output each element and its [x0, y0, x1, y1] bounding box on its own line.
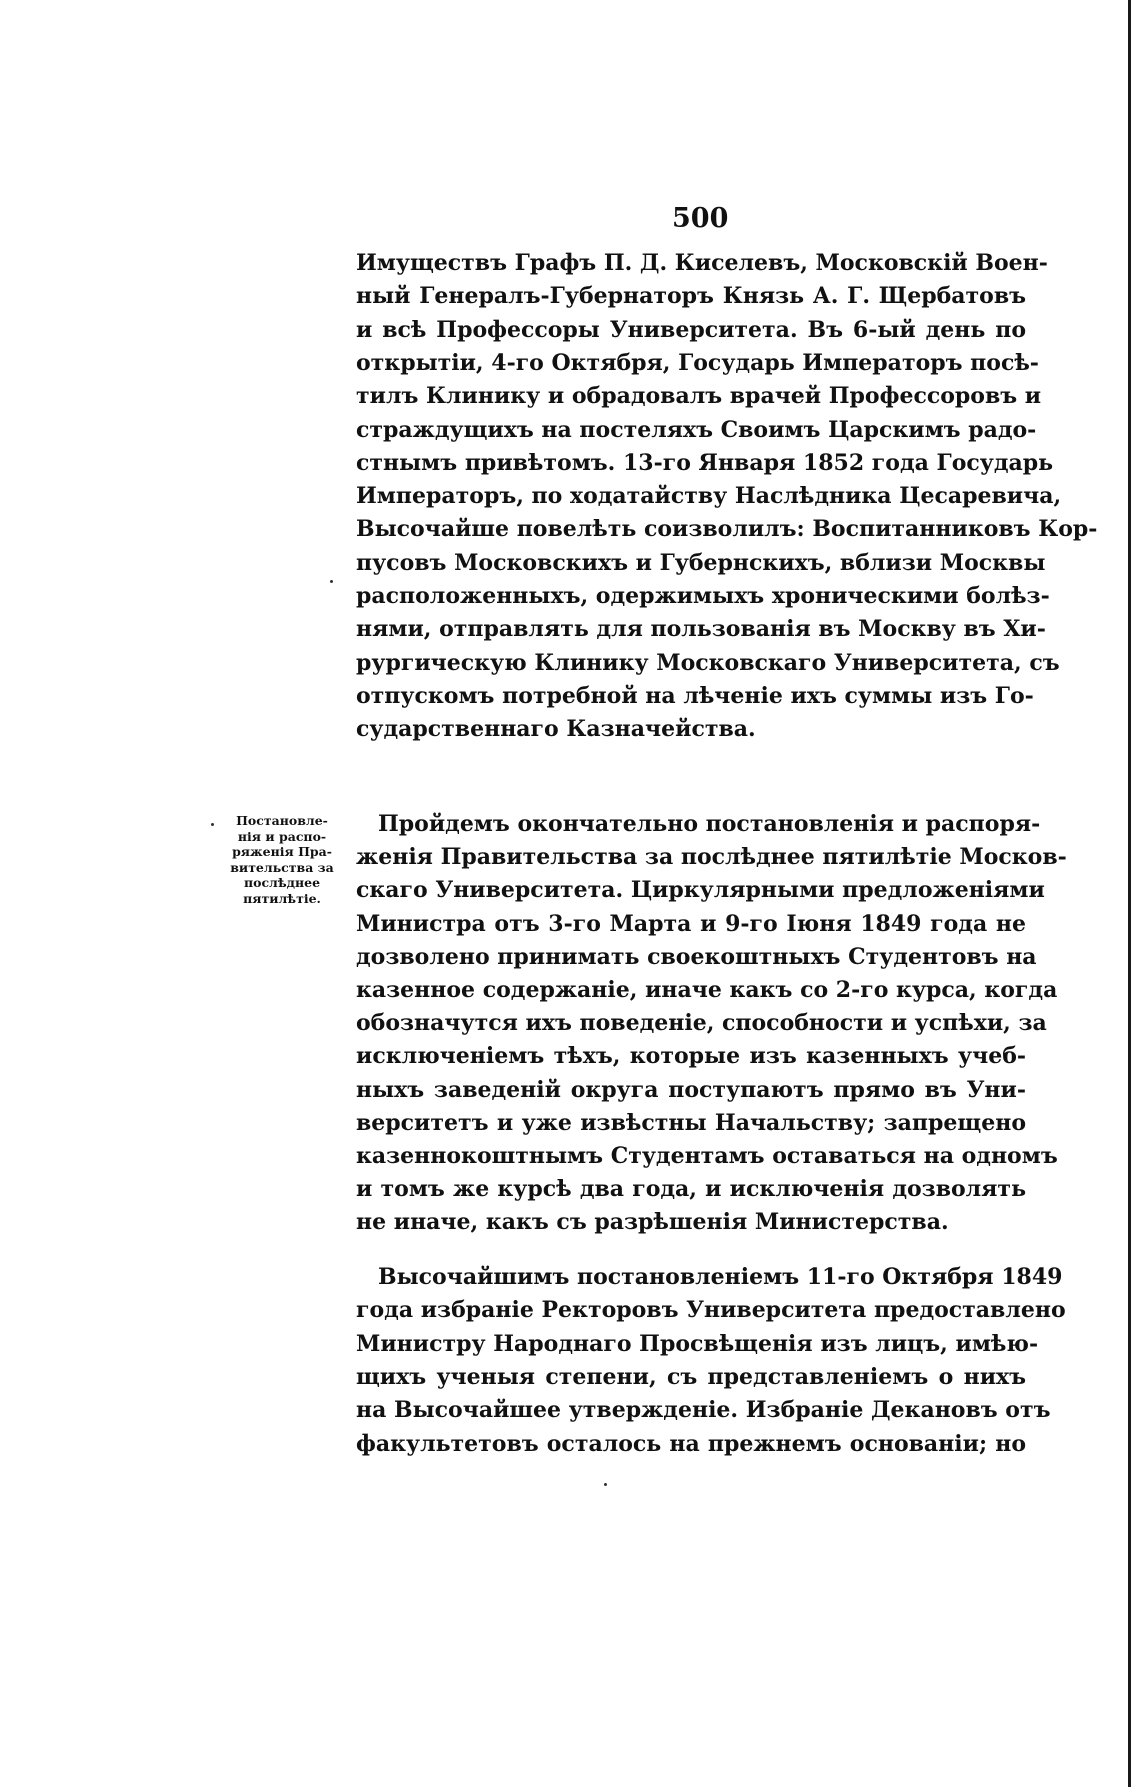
- text-line: и томъ же курсѣ два года, и исключенія дозволять: [356, 1176, 1026, 1203]
- text-line: страждущихъ на постеляхъ Своимъ Царскимъ радо-: [356, 416, 1037, 443]
- speck: [330, 580, 333, 583]
- text-line: стнымъ привѣтомъ. 13-го Января 1852 года Государь: [356, 449, 1054, 476]
- text-line: рургическую Клинику Московскаго Университета, съ: [356, 649, 1060, 676]
- text-line: пусовъ Московскихъ и Губернскихъ, вблизи Москвы: [356, 549, 1046, 576]
- text-line: Высочайше повелѣть соизволилъ: Воспитанниковъ Кор-: [356, 516, 1098, 543]
- text-line: отпускомъ потребной на лѣченіе ихъ суммы изъ Го-: [356, 682, 1034, 709]
- margin-note-line: ряженія Пра-: [232, 844, 332, 859]
- margin-note-line: Постановле-: [236, 813, 328, 828]
- text-line: Министру Народнаго Просвѣщенія изъ лицъ, имѣю-: [356, 1330, 1039, 1357]
- text-line: тилъ Клинику и обрадовалъ врачей Профессоровъ и: [356, 383, 1042, 410]
- text-line: Высочайшимъ постановленіемъ 11-го Октября 1849: [378, 1264, 1063, 1290]
- page-edge-line: [1128, 0, 1131, 1787]
- text-line: открытіи, 4-го Октября, Государь Императоръ посѣ-: [356, 349, 1039, 376]
- text-line: Императоръ, по ходатайству Наслѣдника Цесаревича,: [356, 483, 1062, 510]
- speck: [604, 1483, 607, 1486]
- text-line: года избраніе Ректоровъ Университета предоставлено: [356, 1297, 1066, 1324]
- text-line: и всѣ Профессоры Университета. Въ 6-ый день по: [356, 316, 1026, 343]
- margin-note-line: вительства за: [230, 859, 334, 875]
- margin-note-line: послѣднее: [243, 875, 321, 890]
- text-line: на Высочайшее утвержденіе. Избраніе Декановъ отъ: [356, 1397, 1051, 1424]
- page-number: 500: [672, 203, 729, 234]
- text-line: Имуществъ Графъ П. Д. Киселевъ, Московскій Воен-: [356, 250, 1048, 276]
- speck: [211, 823, 214, 826]
- text-line: дозволено принимать своекоштныхъ Студентовъ на: [356, 943, 1037, 970]
- text-line: казеннокоштнымъ Студентамъ оставаться на одномъ: [356, 1143, 1058, 1169]
- text-line: Министра отъ 3-го Марта и 9-го Іюня 1849 года не: [356, 910, 1026, 937]
- text-line: женія Правительства за послѣднее пятилѣтіе Москов-: [356, 844, 1067, 871]
- text-line: нями, отправлять для пользованія въ Москву въ Хи-: [356, 616, 1046, 643]
- text-line: обозначутся ихъ поведеніе, способности и успѣхи, за: [356, 1010, 1047, 1037]
- text-line: исключеніемъ тѣхъ, которые изъ казенныхъ учеб-: [356, 1043, 1026, 1070]
- margin-note-line: нія и распо-: [237, 828, 327, 844]
- text-line: сударственнаго Казначейства.: [356, 716, 756, 743]
- text-line: не иначе, какъ съ разрѣшенія Министерства.: [356, 1209, 949, 1236]
- text-line: ный Генералъ-Губернаторъ Князь А. Г. Щербатовъ: [356, 283, 1026, 310]
- text-line: расположенныхъ, одержимыхъ хроническими болѣз-: [356, 583, 1050, 609]
- text-line: факультетовъ осталось на прежнемъ основаніи; но: [356, 1430, 1026, 1457]
- margin-note-line: пятилѣтіе.: [243, 890, 321, 906]
- text-line: Пройдемъ окончательно постановленія и распоря-: [378, 811, 1041, 837]
- text-line: ныхъ заведеній округа поступаютъ прямо въ Уни-: [356, 1076, 1026, 1103]
- text-line: щихъ ученыя степени, съ представленіемъ о нихъ: [356, 1363, 1026, 1390]
- text-line: верситетъ и уже извѣстны Начальству; запрещено: [356, 1109, 1026, 1136]
- text-line: скаго Университета. Циркулярными предложеніями: [356, 877, 1045, 904]
- text-line: казенное содержаніе, иначе какъ со 2-го курса, когда: [356, 977, 1058, 1003]
